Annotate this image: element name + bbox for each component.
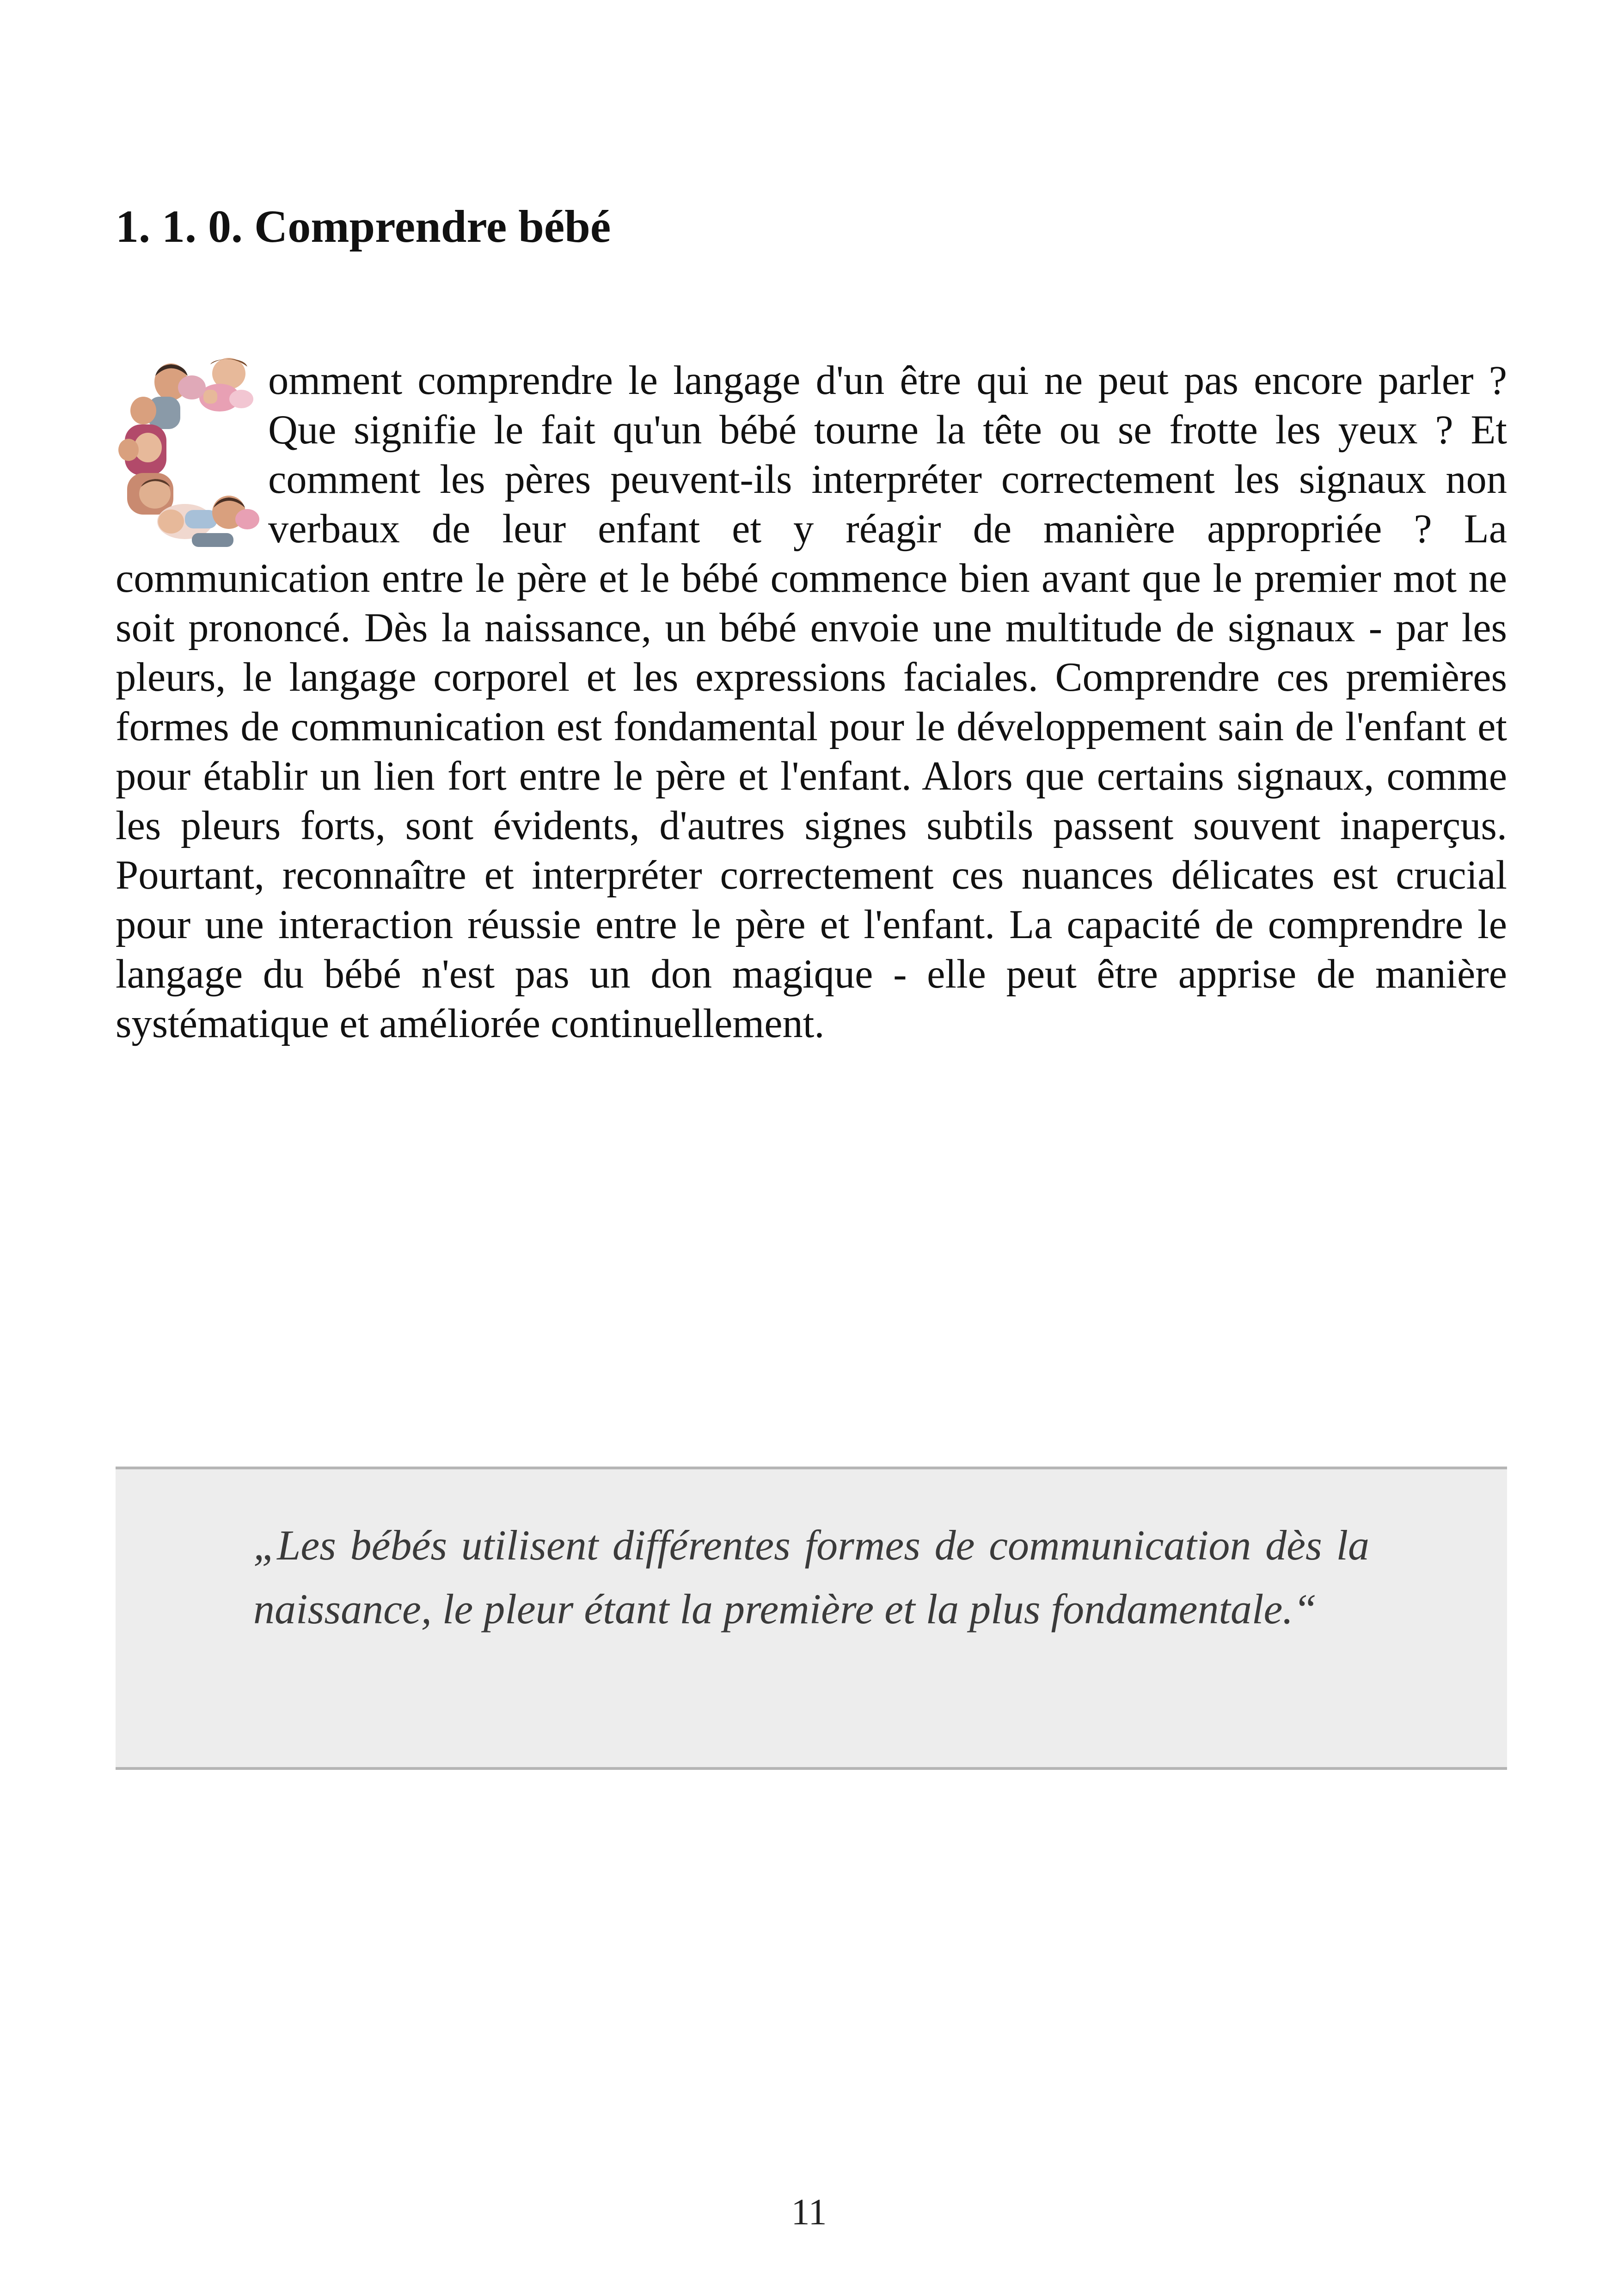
section-heading: 1. 1. 0. Comprendre bébé	[116, 201, 611, 252]
pull-quote-text: „Les bébés utilisent différentes formes de communication dès la naissance, le pleur étant la première et la plus fondamentale.“	[253, 1522, 1369, 1633]
page-number: 11	[791, 2192, 827, 2233]
family-photo-letter-c-icon	[116, 355, 268, 553]
pull-quote-box	[116, 1467, 1507, 1770]
paragraph-text: omment comprendre le langage d'un être qui ne peut pas encore parler ? Que signifie le fait qu'un bébé tourne la tête ou se frotte les yeux ? Et comment les pères peuvent-ils interpréter correctement les signaux non verbaux de leur enfant et y réagir de manière appropriée ? La communication entre le père et le bébé commence bien avant que le premier mot ne soit prononcé. Dès la naissance, un bébé envoie une multitude de signaux - par les pleurs, le langage corporel et les expressions faciales. Comprendre ces premières formes de communication est fondamental pour le développement sain de l'enfant et pour établir un lien fort entre le père et l'enfant. Alors que certains signaux, comme les pleurs forts, sont évidents, d'autres signes subtils passent souvent inaperçus. Pourtant, reconnaître et interpréter correctement ces nuances délicates est crucial pour une interaction réussie entre le père et l'enfant. La capacité de comprendre le langage du bébé n'est pas un don magique - elle peut être apprise de manière systématique et améliorée continuellement.	[116, 358, 1507, 1046]
intro-paragraph	[116, 356, 1507, 1049]
drop-cap-illustration	[116, 355, 261, 549]
